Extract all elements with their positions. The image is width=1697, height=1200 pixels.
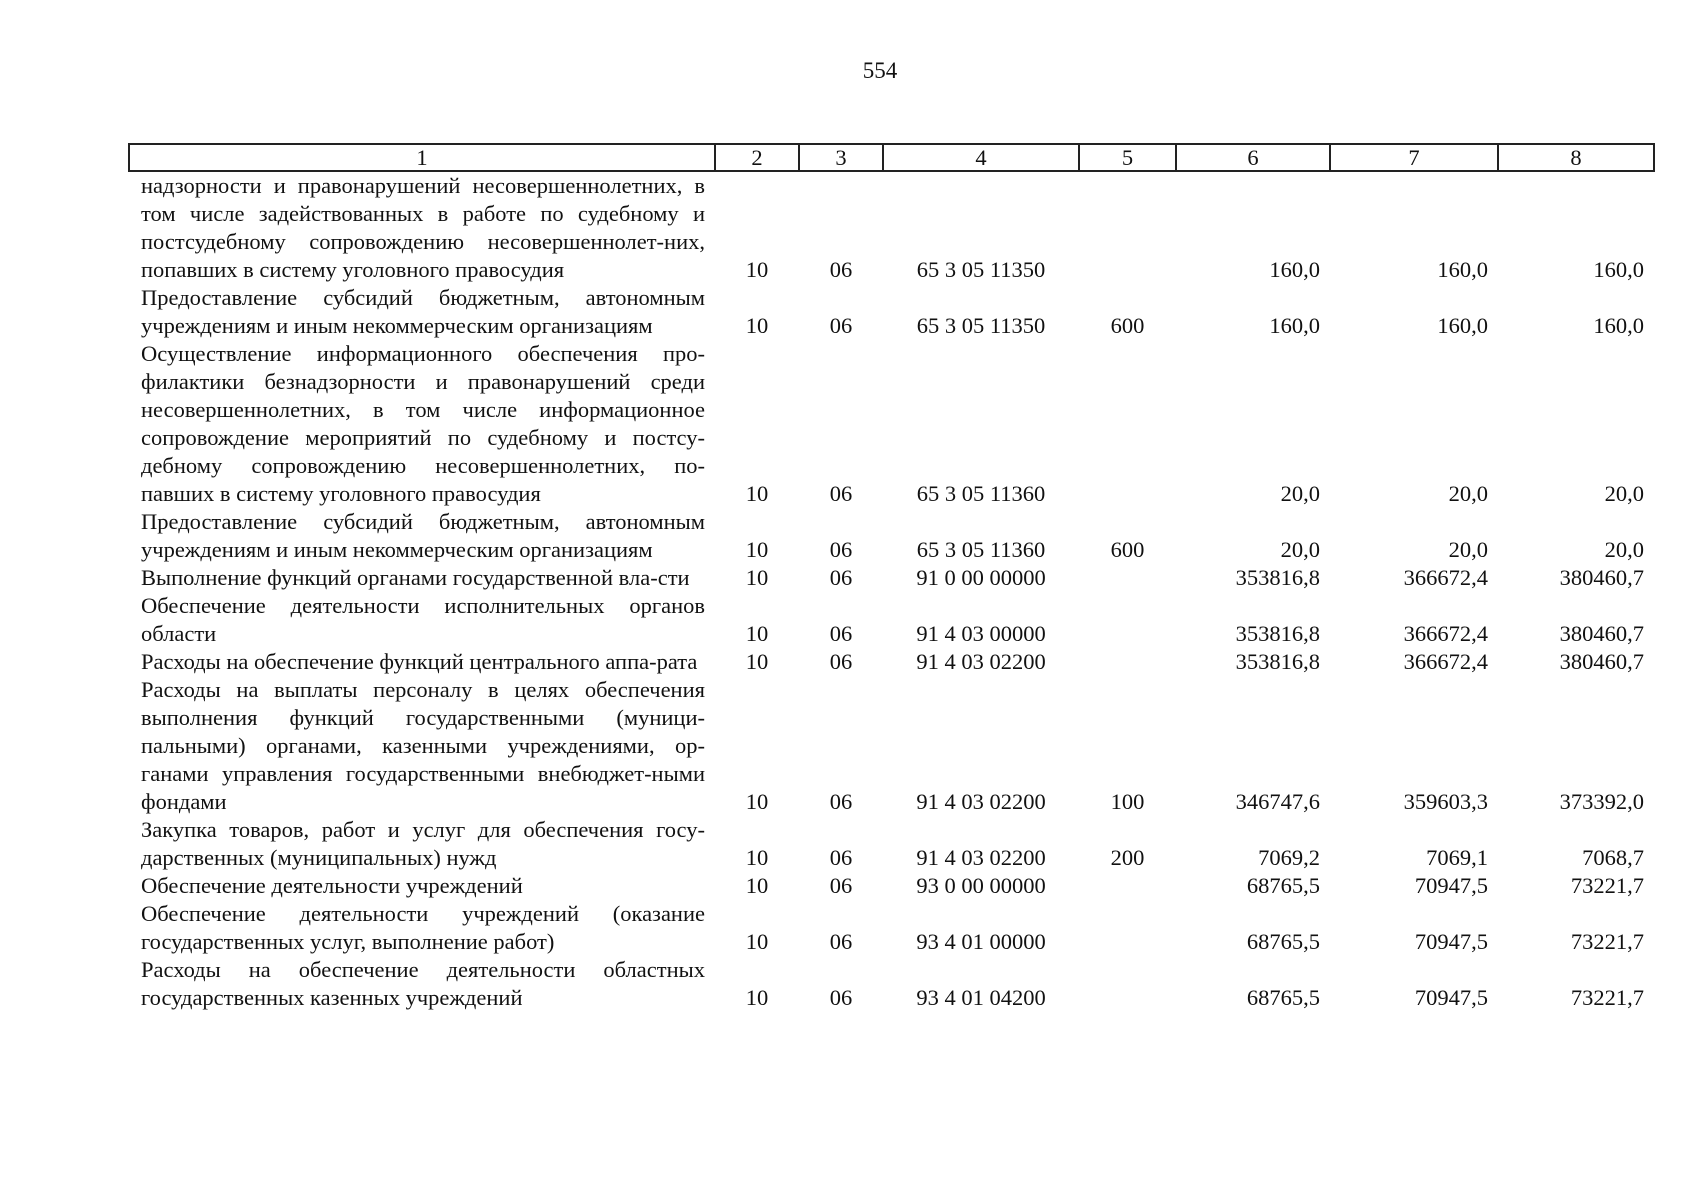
target-article-code: 91 4 03 02200	[916, 845, 1046, 870]
section-code: 10	[745, 565, 769, 590]
amount-col-7: 160,0	[1437, 313, 1488, 338]
amount-col-8: 160,0	[1593, 257, 1644, 282]
subsection-code: 06	[829, 537, 853, 562]
table-row	[129, 284, 1654, 340]
col-header-8: 8	[1498, 144, 1654, 171]
table-row	[129, 340, 1654, 508]
target-article-code: 65 3 05 11360	[916, 537, 1046, 562]
target-article-code: 91 4 03 00000	[916, 621, 1046, 646]
amount-col-8: 160,0	[1593, 313, 1644, 338]
expense-type-code	[1079, 648, 1176, 676]
section-code: 10	[745, 537, 769, 562]
col-header-6: 6	[1176, 144, 1330, 171]
target-article-code: 65 3 05 11350	[916, 257, 1046, 282]
target-article-code: 93 4 01 04200	[916, 985, 1046, 1010]
amount-col-7: 20,0	[1448, 537, 1488, 562]
amount-col-6: 68765,5	[1246, 985, 1320, 1010]
section-code: 10	[745, 929, 769, 954]
amount-col-7: 20,0	[1448, 481, 1488, 506]
expense-type-code: 600	[1110, 537, 1145, 562]
amount-col-6: 68765,5	[1246, 929, 1320, 954]
subsection-code: 06	[829, 621, 853, 646]
section-code: 10	[745, 649, 769, 674]
expense-type-code	[1079, 340, 1176, 508]
subsection-code: 06	[829, 481, 853, 506]
expense-type-code	[1079, 171, 1176, 284]
row-description: Предоставление субсидий бюджетным, автономным учреждениям и иным некоммерческим организациям	[141, 285, 705, 338]
amount-col-7: 366672,4	[1403, 565, 1488, 590]
amount-col-8: 380460,7	[1559, 621, 1644, 646]
table-row	[129, 564, 1654, 592]
amount-col-8: 73221,7	[1570, 985, 1644, 1010]
table-row	[129, 592, 1654, 648]
target-article-code: 65 3 05 11360	[916, 481, 1046, 506]
amount-col-8: 20,0	[1604, 537, 1644, 562]
subsection-code: 06	[829, 873, 853, 898]
row-description: Закупка товаров, работ и услуг для обеспечения госу-дарственных (муниципальных) нужд	[141, 817, 705, 870]
table-row	[129, 171, 1654, 284]
section-code: 10	[745, 789, 769, 814]
target-article-code: 93 0 00 00000	[916, 873, 1046, 898]
amount-col-7: 70947,5	[1414, 929, 1488, 954]
section-code: 10	[745, 985, 769, 1010]
table-row	[129, 956, 1654, 1012]
expense-type-code	[1079, 956, 1176, 1012]
header-row	[129, 144, 1654, 171]
expense-type-code	[1079, 592, 1176, 648]
table-row	[129, 872, 1654, 900]
table-row	[129, 508, 1654, 564]
amount-col-7: 160,0	[1437, 257, 1488, 282]
row-description: Осуществление информационного обеспечения про-филактики безнадзорности и правонарушений среди несовершеннолетних, в том числе информационное сопровождение мероприятий по судебному и постсу-дебному сопровождению несовершеннолетних, по-павших в систему уголовного правосудия	[141, 341, 705, 506]
row-description: Расходы на обеспечение функций центрального аппа-рата	[141, 649, 698, 674]
amount-col-7: 70947,5	[1414, 985, 1488, 1010]
amount-col-6: 353816,8	[1235, 621, 1320, 646]
section-code: 10	[745, 481, 769, 506]
amount-col-6: 160,0	[1269, 313, 1320, 338]
col-header-3: 3	[799, 144, 883, 171]
row-description: Обеспечение деятельности учреждений (оказание государственных услуг, выполнение работ)	[141, 901, 705, 954]
expense-type-code	[1079, 564, 1176, 592]
amount-col-6: 353816,8	[1235, 649, 1320, 674]
table-row	[129, 648, 1654, 676]
amount-col-8: 20,0	[1604, 481, 1644, 506]
col-header-2: 2	[715, 144, 799, 171]
amount-col-8: 7068,7	[1582, 845, 1644, 870]
amount-col-6: 20,0	[1280, 481, 1320, 506]
target-article-code: 91 4 03 02200	[916, 649, 1046, 674]
amount-col-6: 353816,8	[1235, 565, 1320, 590]
target-article-code: 91 4 03 02200	[916, 789, 1046, 814]
subsection-code: 06	[829, 565, 853, 590]
row-description: Выполнение функций органами государственной вла-сти	[141, 565, 690, 590]
expense-type-code	[1079, 900, 1176, 956]
expense-type-code: 200	[1110, 845, 1145, 870]
subsection-code: 06	[829, 313, 853, 338]
section-code: 10	[745, 257, 769, 282]
amount-col-6: 346747,6	[1235, 789, 1320, 814]
subsection-code: 06	[829, 257, 853, 282]
row-description: надзорности и правонарушений несовершеннолетних, в том числе задействованных в работе по судебному и постсудебному сопровождению несовершеннолет-них, попавших в систему уголовного правосудия	[141, 173, 705, 282]
amount-col-6: 7069,2	[1258, 845, 1320, 870]
row-description: Обеспечение деятельности исполнительных органов области	[141, 593, 705, 646]
amount-col-7: 366672,4	[1403, 649, 1488, 674]
amount-col-8: 73221,7	[1570, 929, 1644, 954]
amount-col-7: 70947,5	[1414, 873, 1488, 898]
col-header-4: 4	[883, 144, 1079, 171]
target-article-code: 65 3 05 11350	[916, 313, 1046, 338]
row-description: Предоставление субсидий бюджетным, автономным учреждениям и иным некоммерческим организациям	[141, 509, 705, 562]
amount-col-7: 359603,3	[1403, 789, 1488, 814]
amount-col-8: 380460,7	[1559, 565, 1644, 590]
target-article-code: 93 4 01 00000	[916, 929, 1046, 954]
section-code: 10	[745, 845, 769, 870]
expense-type-code: 600	[1110, 313, 1145, 338]
section-code: 10	[745, 313, 769, 338]
col-header-1: 1	[129, 144, 715, 171]
target-article-code: 91 0 00 00000	[916, 565, 1046, 590]
subsection-code: 06	[829, 985, 853, 1010]
amount-col-7: 366672,4	[1403, 621, 1488, 646]
page-number: 554	[862, 58, 898, 83]
subsection-code: 06	[829, 789, 853, 814]
budget-table	[128, 143, 1655, 1012]
table-row	[129, 676, 1654, 816]
section-code: 10	[745, 621, 769, 646]
col-header-7: 7	[1330, 144, 1498, 171]
amount-col-6: 160,0	[1269, 257, 1320, 282]
amount-col-8: 73221,7	[1570, 873, 1644, 898]
row-description: Расходы на обеспечение деятельности областных государственных казенных учреждений	[141, 957, 705, 1010]
amount-col-6: 68765,5	[1246, 873, 1320, 898]
expense-type-code	[1079, 872, 1176, 900]
table-row	[129, 900, 1654, 956]
col-header-5: 5	[1079, 144, 1176, 171]
amount-col-8: 373392,0	[1559, 789, 1644, 814]
amount-col-7: 7069,1	[1426, 845, 1488, 870]
row-description: Расходы на выплаты персоналу в целях обеспечения выполнения функций государственными (муници-пальными) органами, казенными учреждениями, ор-ганами управления государственными внебюджет-ными фондами	[141, 677, 705, 814]
subsection-code: 06	[829, 649, 853, 674]
subsection-code: 06	[829, 845, 853, 870]
table-row	[129, 816, 1654, 872]
expense-type-code: 100	[1110, 789, 1145, 814]
row-description: Обеспечение деятельности учреждений	[141, 873, 523, 898]
section-code: 10	[745, 873, 769, 898]
subsection-code: 06	[829, 929, 853, 954]
amount-col-6: 20,0	[1280, 537, 1320, 562]
amount-col-8: 380460,7	[1559, 649, 1644, 674]
